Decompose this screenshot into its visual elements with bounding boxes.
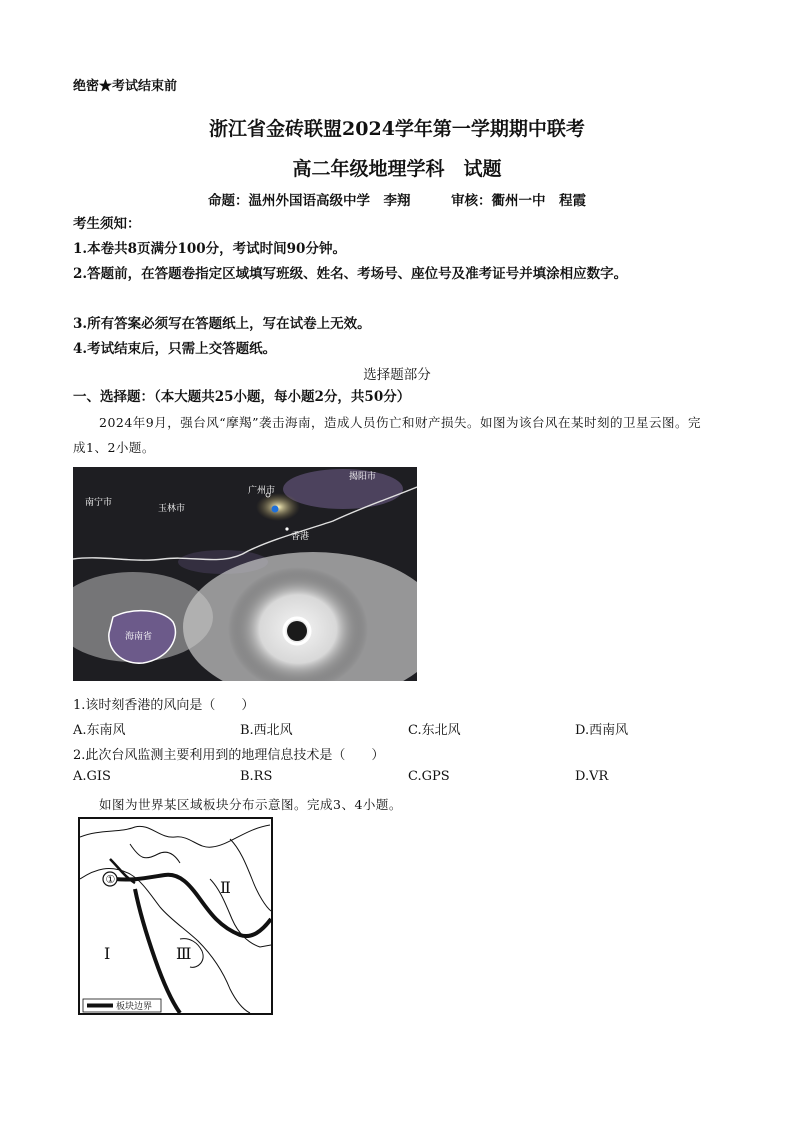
q1-option-a: A.东南风 [73,723,126,738]
intro-paragraph-1: 2024年9月，强台风“摩羯”袭击海南，造成人员伤亡和财产损失。如图为该台风在某时刻的卫星云图。完成1、2小题。 [73,415,702,455]
q2-option-a: A.GIS [73,769,111,784]
authors-line: 命题：温州外国语高级中学 李翔 审核：衢州一中 程霞 [208,193,586,209]
q1-option-d: D.西南风 [575,723,629,738]
q2-option-c: C.GPS [408,769,450,784]
exam-title: 浙江省金砖联盟2024学年第一学期期中联考 [209,118,585,140]
intro-paragraph-2: 如图为世界某区域板块分布示意图。完成3、4小题。 [99,797,402,812]
label-nanning: 南宁市 [85,498,113,508]
label-plate-3: Ⅲ [176,944,192,963]
label-yulin: 玉林市 [158,504,186,514]
label-hainan: 海南省 [125,632,153,642]
secret-mark: 绝密★考试结束前 [73,79,178,94]
notice-item-4: 4.考试结束后，只需上交答题纸。 [73,341,277,357]
notice-item-3: 3.所有答案必须写在答题纸上，写在试卷上无效。 [73,316,371,332]
q2-option-b: B.RS [240,769,273,784]
q1-option-b: B.西北风 [240,723,293,738]
notice-item-2: 2.答题前，在答题卷指定区域填写班级、姓名、考场号、座位号及准考证号并填涂相应数字。 [73,266,628,282]
question-2-stem: 2.此次台风监测主要利用到的地理信息技术是（ ） [73,748,385,763]
label-guangzhou: 广州市 [248,486,276,496]
legend-label: 板块边界 [116,1002,153,1012]
label-hongkong: 香港 [291,532,310,542]
label-circle-1: ① [105,873,116,886]
label-plate-1: Ⅰ [104,944,111,963]
section-title: 选择题部分 [363,367,431,383]
q2-option-d: D.VR [575,769,609,784]
question-1-stem: 1.该时刻香港的风向是（ ） [73,698,255,713]
satellite-cloud-image [73,467,417,681]
plate-boundary-map [78,817,273,1015]
exam-subtitle: 高二年级地理学科 试题 [292,158,502,180]
q1-option-c: C.东北风 [408,723,461,738]
notice-heading: 考生须知： [73,216,141,232]
part1-heading: 一、选择题：（本大题共25小题，每小题2分，共50分） [73,389,411,405]
notice-item-1: 1.本卷共8页满分100分，考试时间90分钟。 [73,241,346,257]
label-plate-2: Ⅱ [220,878,231,897]
label-jieyang: 揭阳市 [349,472,377,482]
